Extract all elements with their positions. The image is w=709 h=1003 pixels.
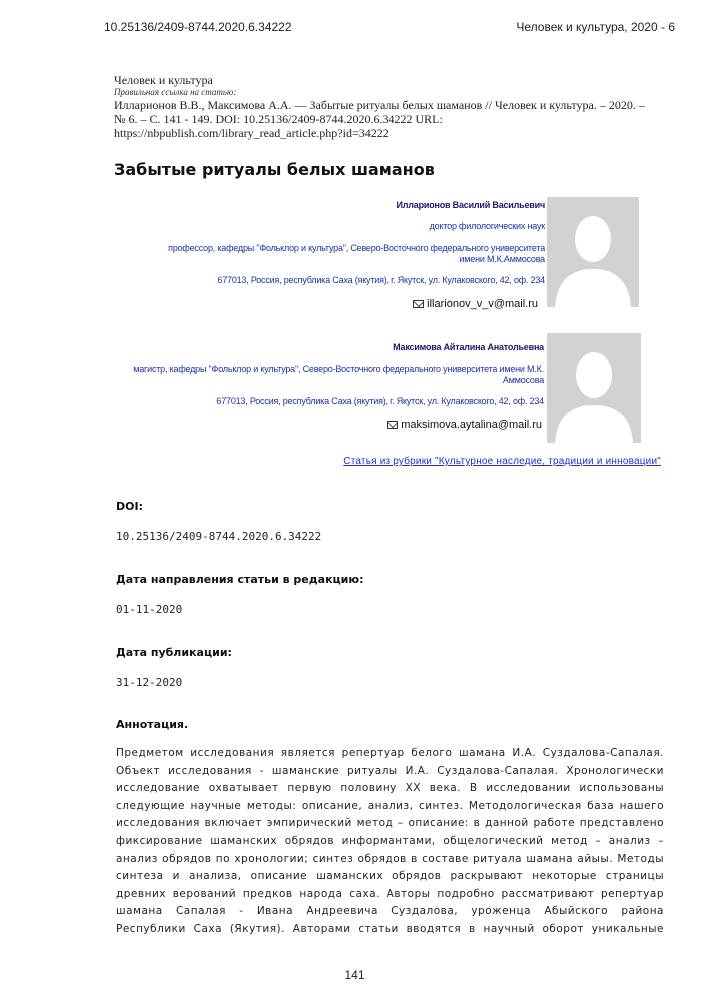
author-1-degree: доктор филологических наук: [429, 221, 545, 231]
author-1-address: 677013, Россия, республика Саха (якутия), г. Якутск, ул. Кулаковского, 42, оф. 234: [217, 275, 545, 285]
reference-text: Илларионов В.В., Максимова А.А. — Забытые ритуалы белых шаманов // Человек и культура. – 2020. – № 6. – С. 141 - 149. DOI: 10.25136/2409-8744.2020.6.34222 URL: https://nbpublish.com/library_read_article.php?id=34222: [114, 98, 645, 140]
abstract-line: синтеза и анализа, описание шаманских обрядов раскрывают некоторые страницы: [116, 870, 664, 883]
submitted-value: 01-11-2020: [116, 603, 183, 616]
submitted-label: Дата направления статьи в редакцию:: [116, 573, 364, 586]
author-2-position: магистр, кафедры "Фольклор и культура", Северо-Восточного федерального университета имени М.К. Аммосова: [133, 364, 544, 385]
person-silhouette-icon: [547, 197, 639, 307]
abstract-line: фиксирование шаманских обрядов информантами, общелогический метод – анализ –: [116, 834, 664, 847]
header-doi: 10.25136/2409-8744.2020.6.34222: [104, 20, 292, 34]
abstract-body: [116, 745, 664, 939]
abstract-line: шамана Сапалая - Ивана Андреевича Суздалова, уроженца Абыйского района: [116, 905, 664, 918]
abstract-line: исследование охватывает первую половину XX века. В исследовании использованы: [116, 782, 664, 795]
abstract-line: древних верований предков народа саха. Авторы подробно рассматривают репертуар: [116, 887, 664, 900]
mail-icon: [387, 421, 398, 429]
doi-label: DOI:: [116, 500, 143, 513]
header-journal: Человек и культура, 2020 - 6: [516, 20, 675, 34]
author-2-email-row[interactable]: [387, 419, 542, 431]
author-1-email[interactable]: illarionov_v_v@mail.ru: [427, 298, 538, 310]
abstract-line: анализ обрядов по хронологии; синтез обрядов в составе ритуала шамана айыы. Методы: [116, 852, 664, 865]
author-1-email-row[interactable]: [413, 298, 538, 310]
person-silhouette-icon: [547, 333, 641, 443]
author-1-name: Илларионов Василий Васильевич: [396, 200, 545, 210]
author-1-avatar: [547, 197, 639, 307]
published-label: Дата публикации:: [116, 646, 232, 659]
author-1-position: профессор, кафедры "Фольклор и культура", Северо-Восточного федерального университета имени М.К.Аммосова: [168, 243, 545, 264]
author-2-name: Максимова Айталина Анатольевна: [393, 342, 544, 352]
abstract-label: Аннотация.: [116, 718, 189, 731]
mail-icon: [413, 300, 424, 308]
rubric-link[interactable]: Статья из рубрики "Культурное наследие, традиции и инновации": [343, 456, 661, 467]
abstract-line: Объект исследования - шаманские ритуалы И.А. Суздалова-Сапалая. Хронологически: [116, 764, 664, 777]
reference-journal: Человек и культура: [114, 73, 213, 87]
page-title: Забытые ритуалы белых шаманов: [114, 160, 435, 179]
doi-value: 10.25136/2409-8744.2020.6.34222: [116, 530, 322, 543]
reference-note: Правильная ссылка на статью:: [114, 87, 237, 97]
author-2-address: 677013, Россия, республика Саха (якутия), г. Якутск, ул. Кулаковского, 42, оф. 234: [216, 396, 544, 406]
page-number: 141: [344, 968, 365, 982]
abstract-line: Республики Саха (Якутия). Авторами статьи вводятся в научный оборот уникальные: [116, 922, 664, 935]
abstract-line: Предметом исследования является репертуар белого шамана И.А. Суздалова-Сапалая.: [116, 747, 664, 759]
abstract-line: следующие научные методы: описание, анализ, синтез. Методологическая база нашего: [116, 799, 664, 812]
author-2-avatar: [547, 333, 641, 443]
author-2-email[interactable]: maksimova.aytalina@mail.ru: [401, 419, 542, 431]
abstract-line: исследования включает эмпирический метод – описание: в данной работе представлено: [116, 817, 664, 830]
published-value: 31-12-2020: [116, 676, 183, 689]
